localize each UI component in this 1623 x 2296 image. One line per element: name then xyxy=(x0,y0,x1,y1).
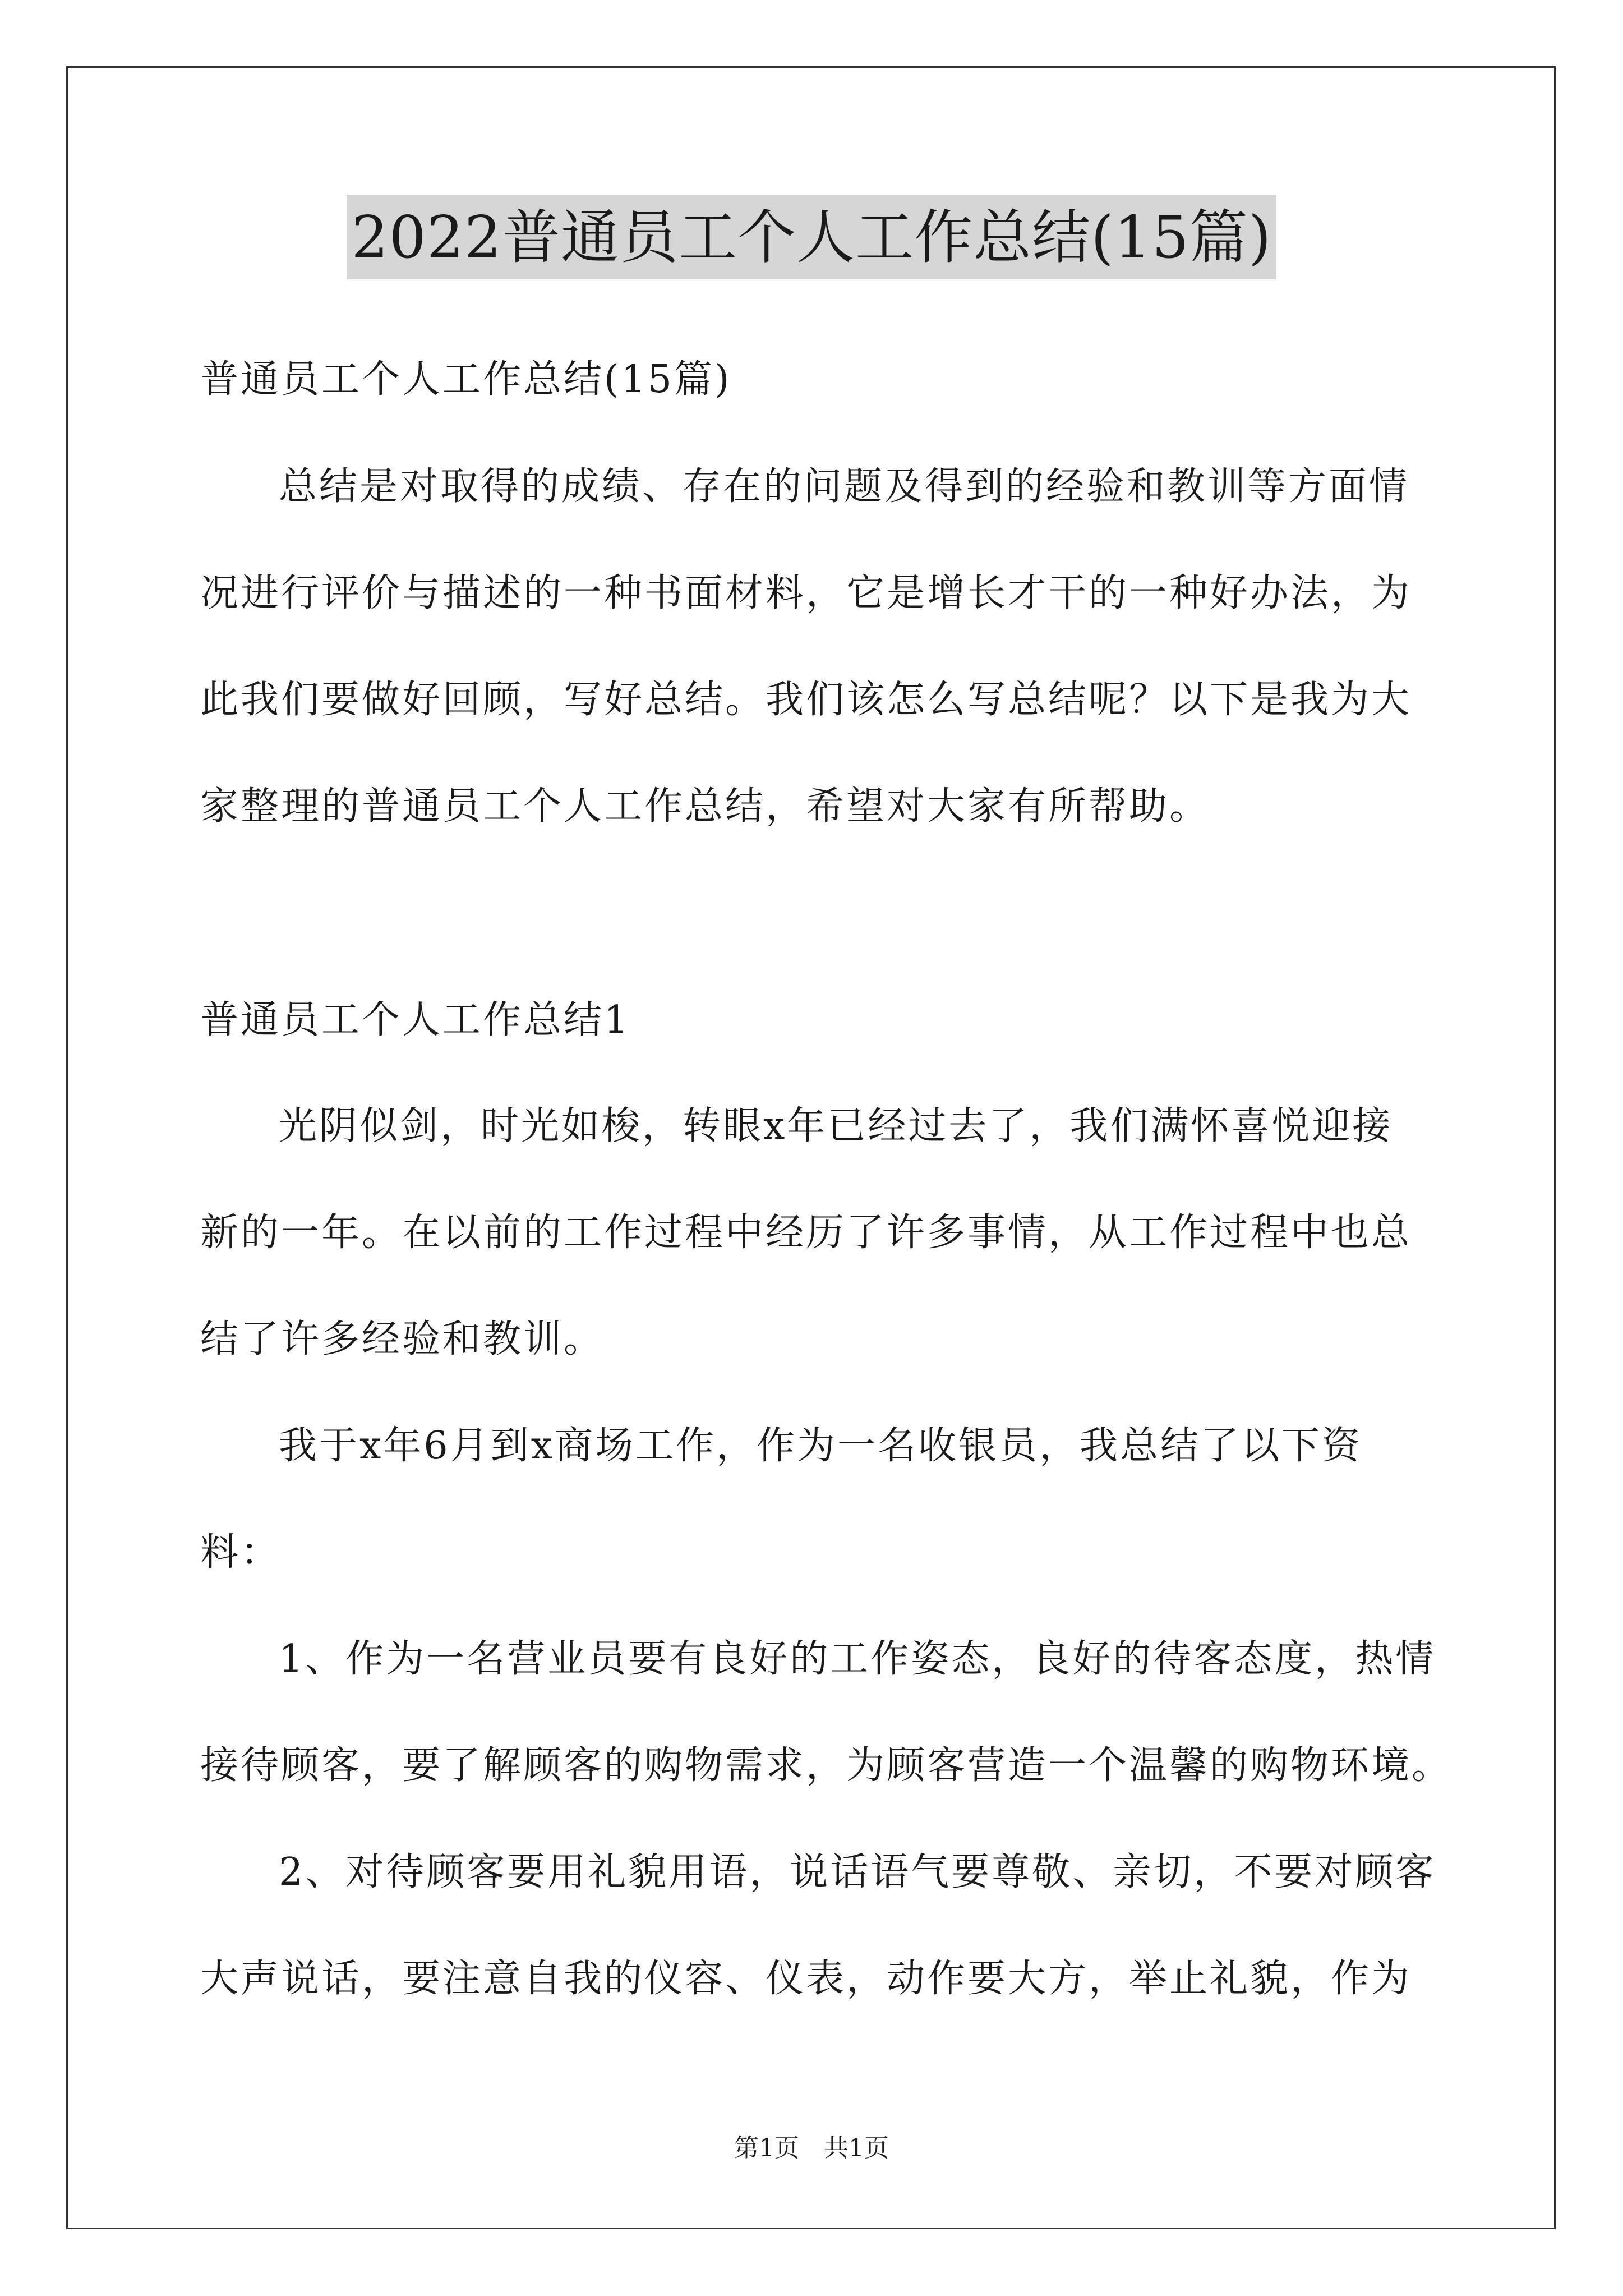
page-footer: 第1页 共1页 xyxy=(734,2134,889,2162)
item1-line-2: 接待顾客，要了解顾客的购物需求，为顾客营造一个温馨的购物环境。 xyxy=(200,1743,1453,1788)
item1-line-1: 1、作为一名营业员要有良好的工作姿态，良好的待客态度，热情 xyxy=(279,1637,1436,1681)
para1-line-2: 新的一年。在以前的工作过程中经历了许多事情，从工作过程中也总 xyxy=(200,1211,1412,1255)
intro-line-3: 此我们要做好回顾，写好总结。我们该怎么写总结呢？以下是我为大 xyxy=(200,678,1412,722)
para1-line-3: 结了许多经验和教训。 xyxy=(200,1317,605,1361)
item2-line-2: 大声说话，要注意自我的仪容、仪表，动作要大方，举止礼貌，作为 xyxy=(200,1957,1412,2001)
para2-line-1: 我于x年6月到x商场工作，作为一名收银员，我总结了以下资 xyxy=(279,1424,1362,1468)
intro-line-2: 况进行评价与描述的一种书面材料，它是增长才干的一种好办法，为 xyxy=(200,571,1412,615)
intro-line-1: 总结是对取得的成绩、存在的问题及得到的经验和教训等方面情 xyxy=(279,464,1410,509)
document-title: 2022普通员工个人工作总结(15篇) xyxy=(347,195,1276,279)
para1-line-1: 光阴似剑，时光如梭，转眼x年已经过去了，我们满怀喜悦迎接 xyxy=(279,1104,1393,1148)
title-container xyxy=(0,195,1623,279)
para2-line-2: 料： xyxy=(200,1530,282,1575)
intro-line-4: 家整理的普通员工个人工作总结，希望对大家有所帮助。 xyxy=(200,784,1210,829)
subtitle-line: 普通员工个人工作总结(15篇) xyxy=(200,357,732,402)
item2-line-1: 2、对待顾客要用礼貌用语，说话语气要尊敬、亲切，不要对顾客 xyxy=(279,1850,1436,1894)
section-heading-1: 普通员工个人工作总结1 xyxy=(200,998,631,1042)
